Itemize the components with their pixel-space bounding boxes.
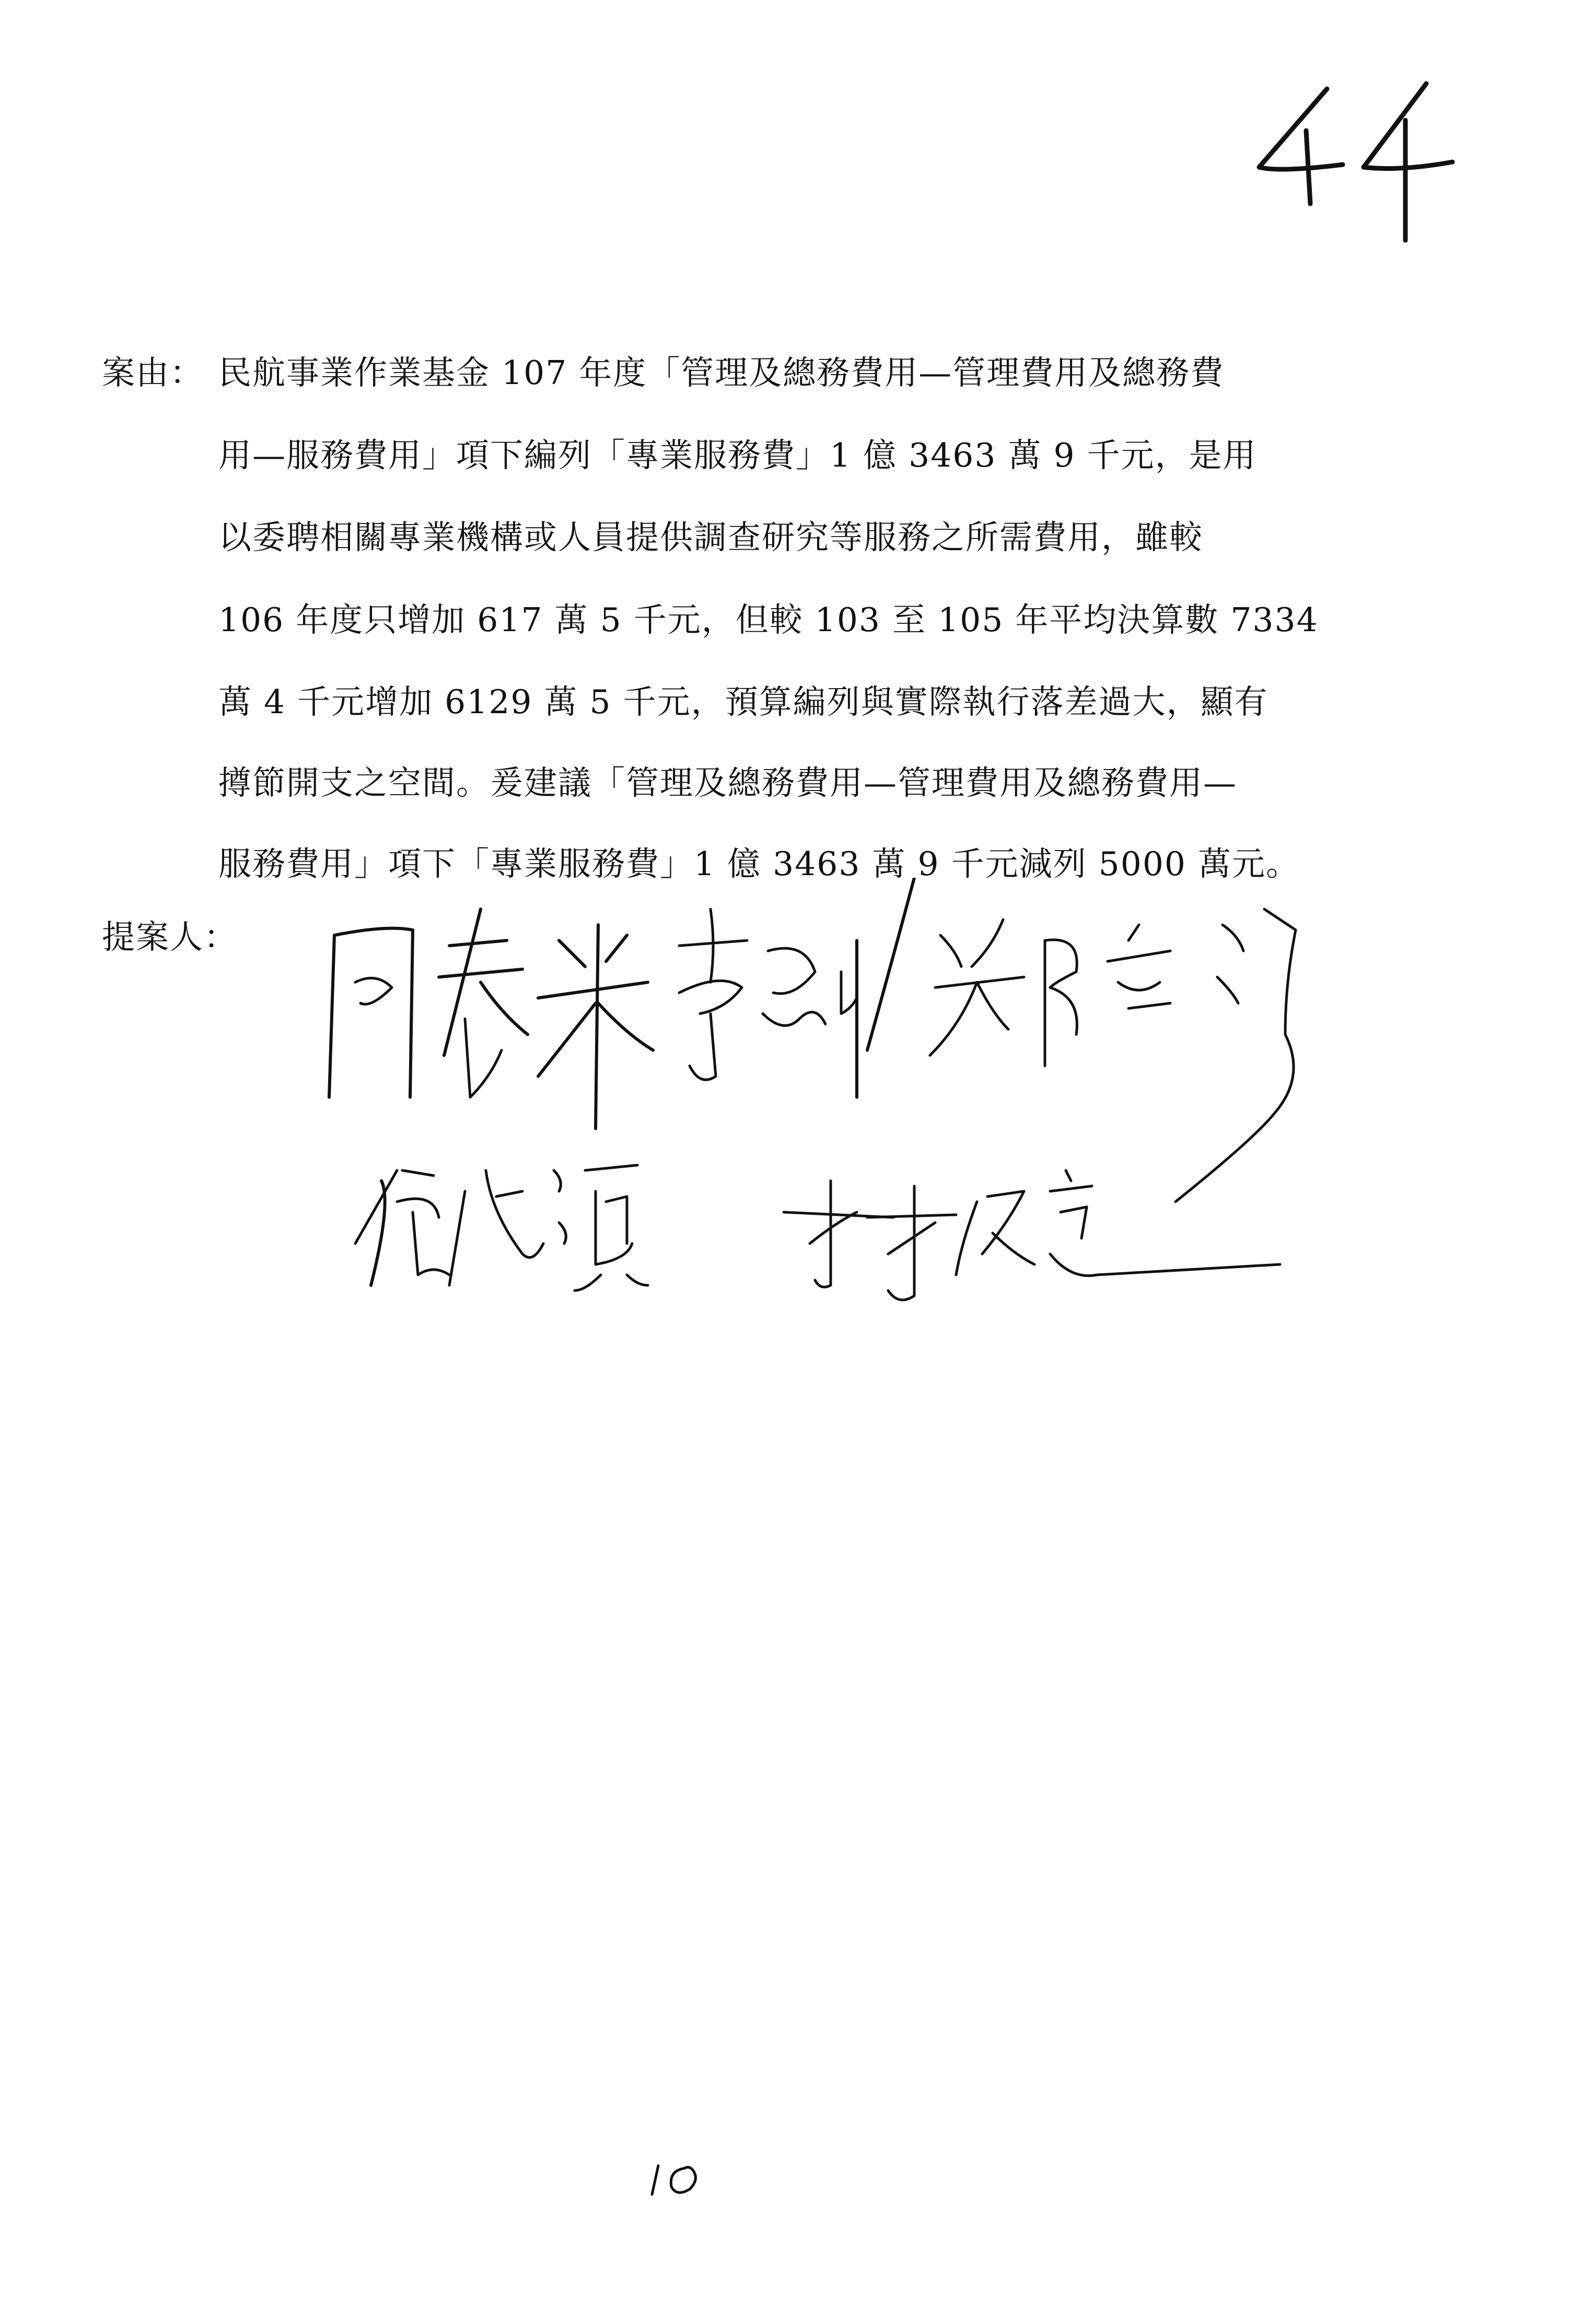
reason-label: 案由：	[102, 354, 204, 392]
signature-2	[679, 878, 914, 1097]
reason-line-6: 撙節開支之空間。爰建議「管理及總務費用—管理費用及總務費用—	[218, 764, 1237, 802]
handwritten-footer-page-number	[648, 2158, 705, 2200]
reason-line-4: 106 年度只增加 617 萬 5 千元，但較 103 至 105 年平均決算數 7334	[218, 601, 1319, 639]
reason-line-3: 以委聘相關專業機構或人員提供調查研究等服務之所需費用，雖較	[218, 518, 1203, 556]
proposer-label: 提案人：	[102, 918, 238, 956]
reason-line-7: 服務費用」項下「專業服務費」1 億 3463 萬 9 千元減列 5000 萬元。	[218, 845, 1300, 883]
signature-1	[329, 909, 653, 1129]
reason-line-5: 萬 4 千元增加 6129 萬 5 千元，預算編列與實際執行落差過大，顯有	[218, 683, 1269, 721]
handwritten-signatures	[313, 878, 1317, 1338]
handwritten-page-mark	[1249, 78, 1468, 251]
reason-line-1: 民航事業作業基金 107 年度「管理及總務費用—管理費用及總務費	[218, 354, 1225, 392]
signature-3	[930, 909, 1296, 1202]
reason-line-2: 用—服務費用」項下編列「專業服務費」1 億 3463 萬 9 千元，是用	[218, 436, 1257, 474]
signature-5	[784, 1170, 1280, 1300]
signature-4	[355, 1165, 648, 1291]
